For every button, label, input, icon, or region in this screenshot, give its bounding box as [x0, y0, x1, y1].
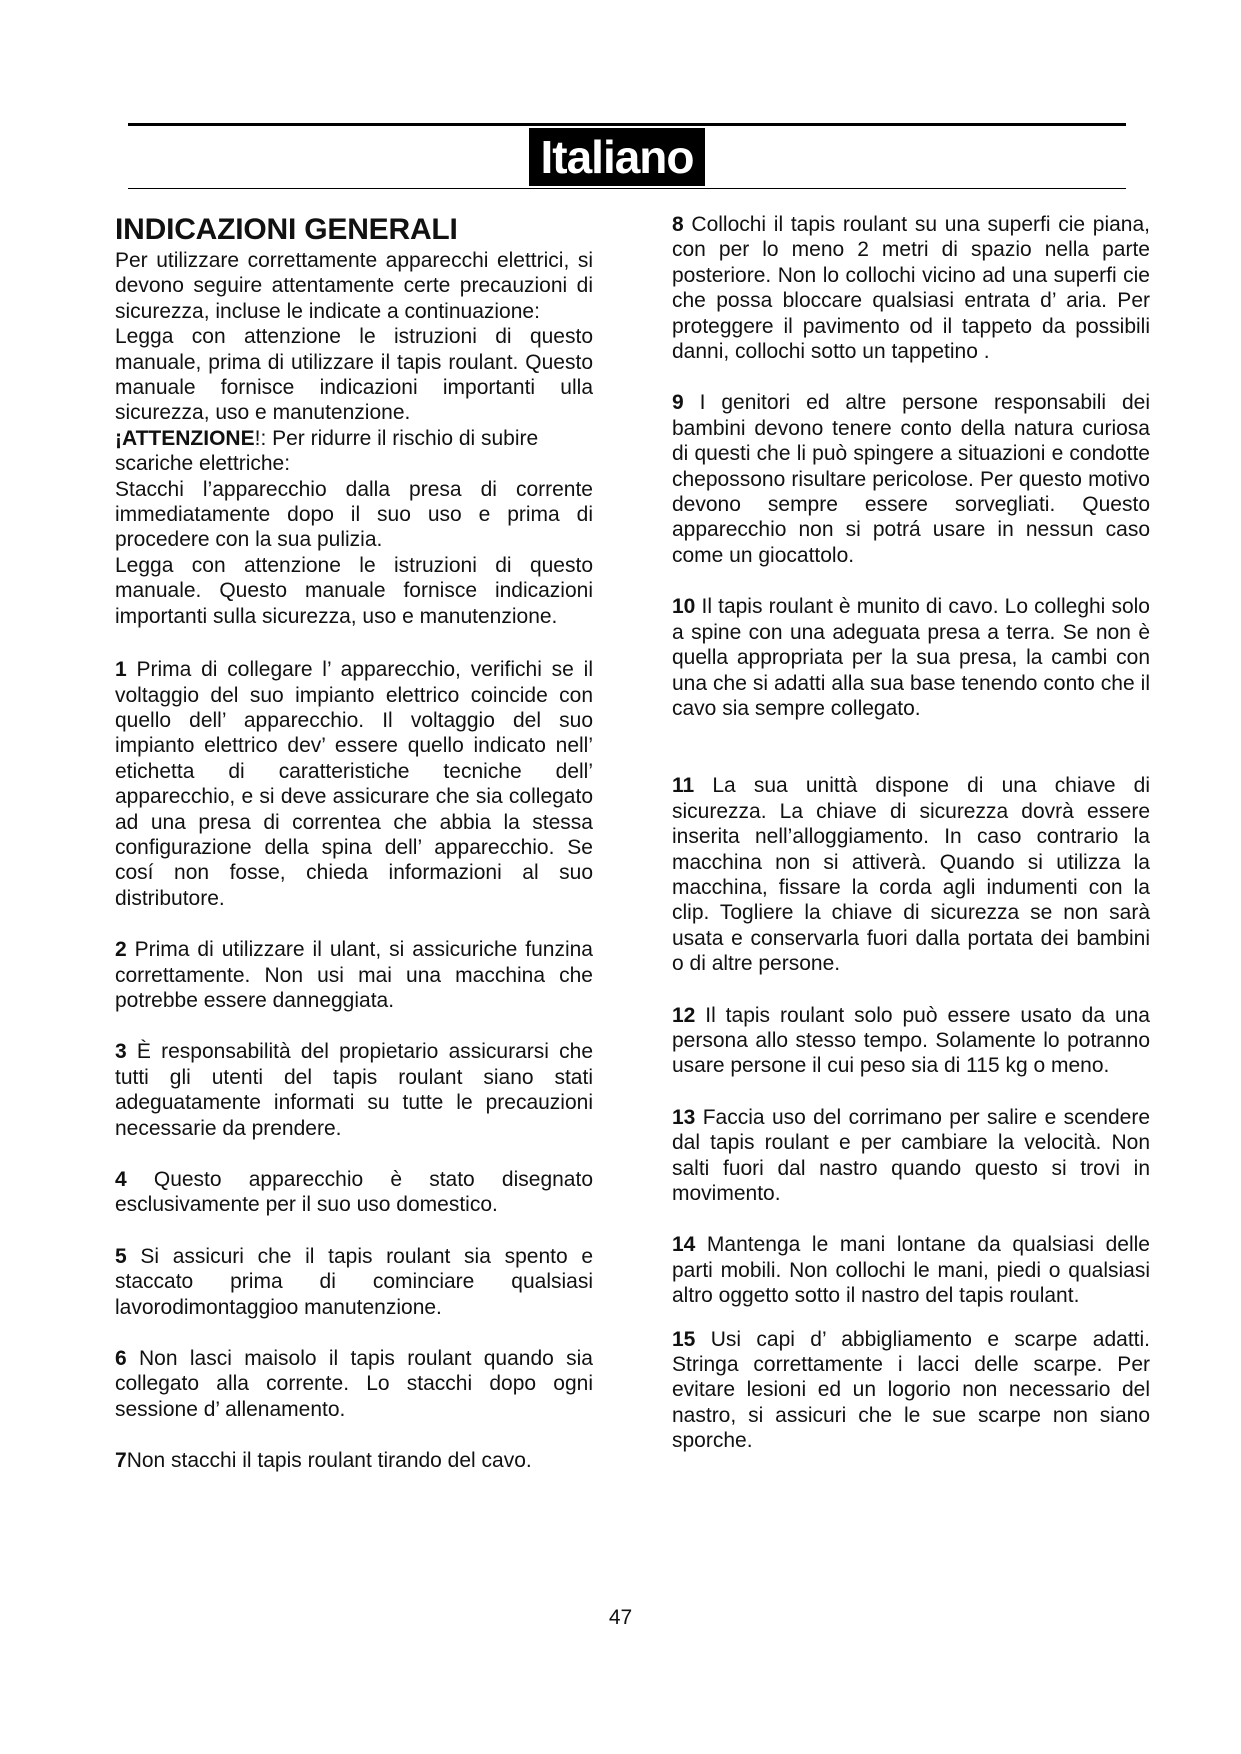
item-text: Non stacchi il tapis roulant tirando del cavo.	[126, 1449, 532, 1473]
list-item	[115, 937, 593, 1013]
section-title: INDICAZIONI GENERALI	[115, 213, 458, 246]
item-number: 2	[115, 938, 127, 962]
item-number: 8	[672, 213, 684, 236]
item-number: 14	[672, 1233, 696, 1257]
header-top-rule	[128, 123, 1126, 126]
list-item	[672, 773, 1150, 976]
item-number: 3	[115, 1040, 127, 1064]
item-number: 6	[115, 1347, 127, 1371]
list-item	[115, 1039, 593, 1141]
intro-paragraph: Per utilizzare correttamente apparecchi elettrici, si devono seguire attentamente certe precauzioni di sicurezza, incluse le indicate a continuazione:	[115, 249, 593, 323]
item-text: Usi capi d’ abbigliamento e scarpe adatti. Stringa correttamente i lacci delle scarpe. Per evitare lesioni ed un logorio non necessario del nastro, si assicuri che le sue scarpe non siano sporche.	[672, 1327, 1150, 1453]
item-text: Non lasci maisolo il tapis roulant quando sia collegato alla corrente. Lo stacchi dopo ogni sessione d’ allenamento.	[115, 1347, 593, 1421]
item-number: 9	[672, 391, 684, 415]
item-number: 15	[672, 1327, 696, 1351]
item-text: Questo apparecchio è stato disegnato esclusivamente per il suo uso domestico.	[115, 1168, 593, 1217]
item-number: 10	[672, 595, 696, 619]
list-item	[115, 657, 593, 911]
intro-paragraph: Legga con attenzione le istruzioni di questo manuale, prima di utilizzare il tapis roulant. Questo manuale fornisce indicazioni importanti ulla sicurezza, uso e manutenzione.	[115, 325, 593, 425]
language-badge: Italiano	[529, 128, 705, 186]
list-item	[672, 212, 1150, 364]
item-text: La sua unittà dispone di una chiave di sicurezza. La chiave di sicurezza dovrà essere inserita nell’alloggiamento. In caso contrario la macchina non si attiverà. Quando si utilizza la macchina, fissare la corda agli indumenti con la clip. Togliere la chiave di sicurezza se non sarà usata e conservarla fuori dalla portata dei bambini o di altre persone.	[672, 774, 1150, 976]
warning-label: ¡ATTENZIONE	[115, 426, 255, 450]
item-text: Mantenga le mani lontane da qualsiasi delle parti mobili. Non collochi le mani, piedi o qualsiasi altro oggetto sotto il nastro del tapis roulant.	[672, 1233, 1150, 1308]
item-text: Il tapis roulant è munito di cavo. Lo colleghi solo a spine con una adeguata presa a terra. Se non è quella appropriata per la sua presa, la cambi con una che si adatti alla sua base tenendo conto che il cavo sia sempre collegato.	[672, 595, 1150, 720]
item-number: 5	[115, 1244, 127, 1268]
item-number: 7	[115, 1449, 127, 1473]
list-item	[672, 1105, 1150, 1207]
intro-paragraph: Stacchi l’apparecchio dalla presa di corrente immediatamente dopo il suo uso e prima di procedere con la sua pulizia.	[115, 477, 593, 552]
list-item	[672, 1232, 1150, 1308]
warning-paragraph	[115, 426, 593, 477]
item-text: Faccia uso del corrimano per salire e scendere dal tapis roulant e per cambiare la velocità. Non salti fuori dal nastro quando questo si trovi in movimento.	[672, 1105, 1150, 1205]
item-text: Il tapis roulant solo può essere usato da una persona allo stesso tempo. Solamente lo potranno usare persone il cui peso sia di 115 kg o meno.	[672, 1003, 1150, 1078]
item-number: 12	[672, 1003, 696, 1027]
list-item	[115, 1346, 593, 1422]
item-text: Prima di collegare l’ apparecchio, verifichi se il voltaggio del suo impianto elettrico coincide con quello dell’ apparecchio. Il voltaggio del suo impianto elettrico dev’ essere quello indicato nell’ etichetta di caratteristiche tecniche dell’ apparecchio, e si deve assicurare che sia collegato ad una presa di correntea che abbia la stessa configurazione della spina dell’ apparecchio. Se cosí non fosse, chieda informazioni al suo distributore.	[115, 658, 593, 910]
left-column	[115, 212, 593, 1474]
item-text: È responsabilità del propietario assicurarsi che tutti gli utenti del tapis roulant siano stati adeguatamente informati su tutte le precauzioni necessarie da prendere.	[115, 1040, 593, 1140]
page-number: 47	[608, 1606, 633, 1629]
item-number: 13	[672, 1105, 696, 1129]
item-text: I genitori ed altre persone responsabili dei bambini devono tenere conto della natura curiosa di questi che li può spingere a situazioni e condotte chepossono risultare pericolose. Per questo motivo devono sempre essere sorvegliati. Questo apparecchio non si potrá usare in nessun caso come un giocattolo.	[672, 391, 1150, 567]
header-bottom-rule	[128, 188, 1126, 189]
list-item	[672, 594, 1150, 721]
list-item	[672, 1327, 1150, 1454]
list-item	[672, 390, 1150, 568]
intro-paragraph: Legga con attenzione le istruzioni di questo manuale. Questo manuale fornisce indicazioni importanti sulla sicurezza, uso e manutenzione.	[115, 553, 593, 628]
item-number: 11	[672, 774, 695, 798]
item-number: 4	[115, 1168, 127, 1191]
list-item	[672, 1003, 1150, 1079]
item-text: Collochi il tapis roulant su una superfi cie piana, con per lo meno 2 metri di spazio nella parte posteriore. Non lo collochi vicino ad una superfi cie che possa bloccare qualsiasi entrata d’ aria. Per proteggere il pavimento od il tappeto da possibili danni, collochi sotto un tappetino .	[672, 213, 1150, 364]
item-text: Prima di utilizzare il ulant, si assicuriche funzina correttamente. Non usi mai una macchina che potrebbe essere danneggiata.	[115, 938, 593, 1012]
list-item	[115, 1448, 593, 1473]
item-text: Si assicuri che il tapis roulant sia spento e staccato prima di cominciare qualsiasi lavorodimontaggioo manutenzione.	[115, 1244, 593, 1319]
right-column	[672, 212, 1150, 1454]
warning-text: !: Per ridurre il rischio di subire scariche elettriche:	[115, 426, 539, 476]
list-item	[115, 1244, 593, 1320]
list-item	[115, 1167, 593, 1218]
item-number: 1	[115, 658, 127, 682]
